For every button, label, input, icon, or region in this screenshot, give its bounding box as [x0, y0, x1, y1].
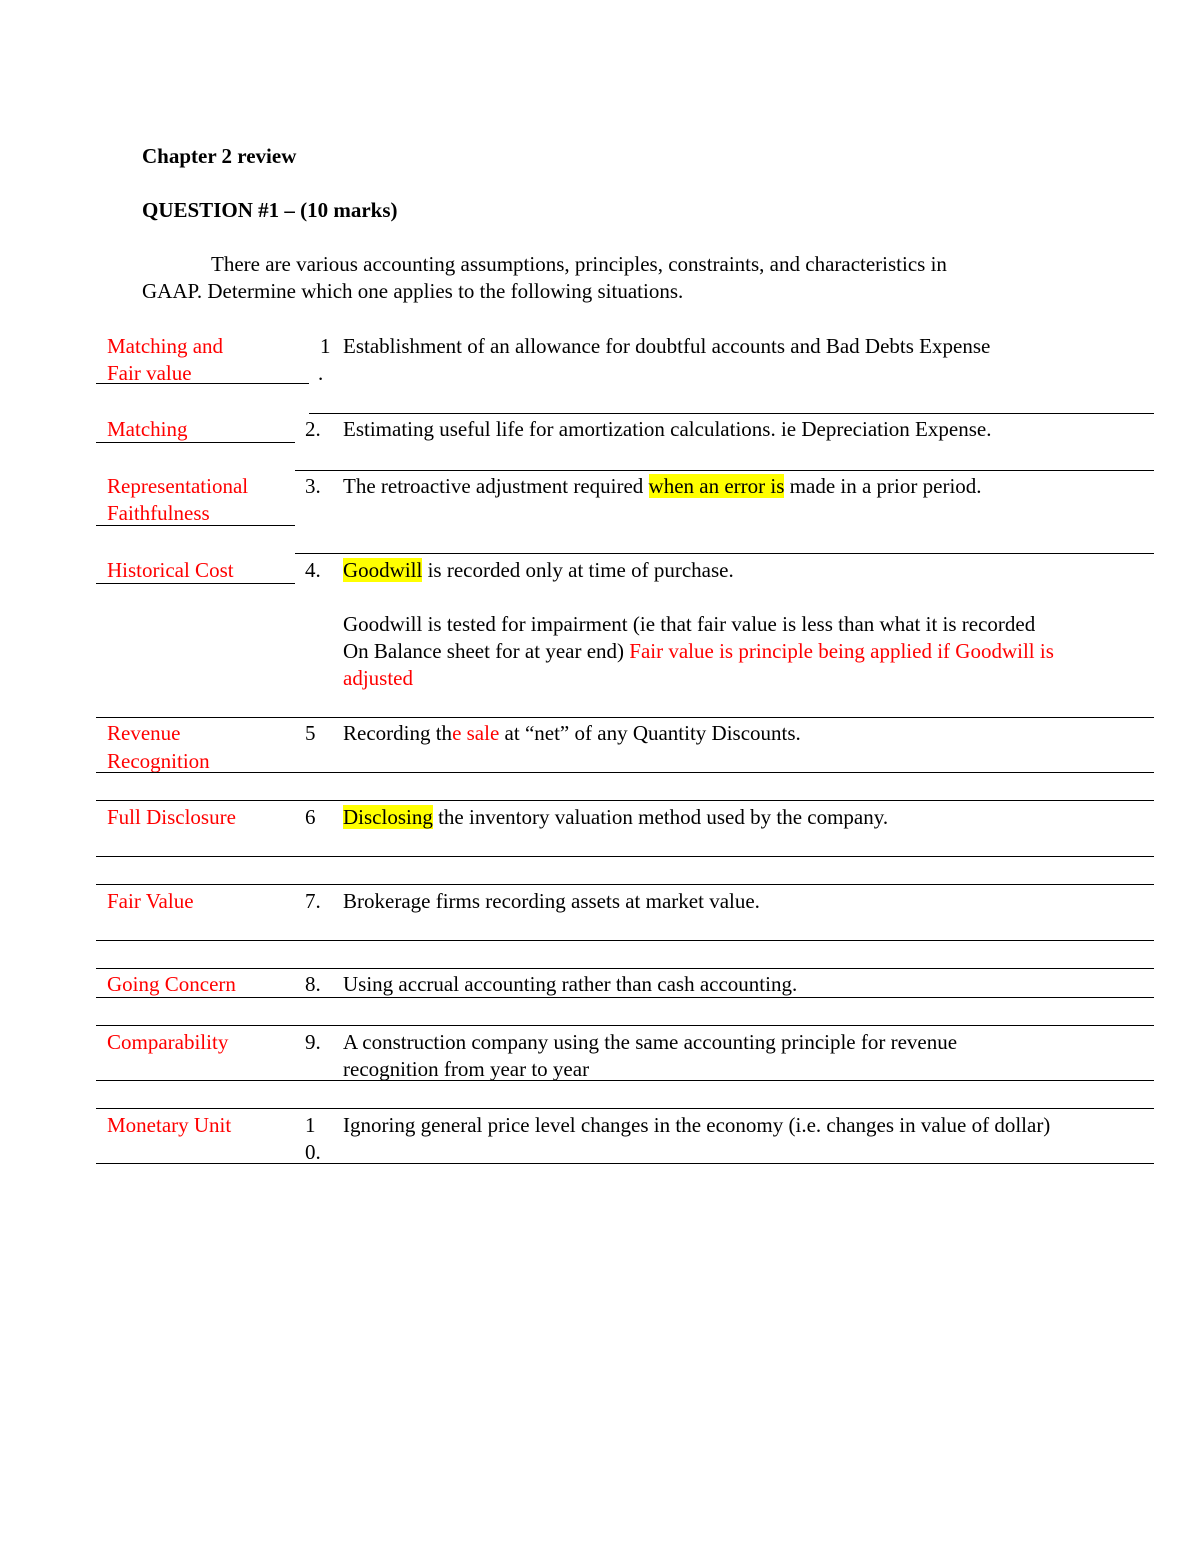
rule-5-bottom — [96, 772, 1154, 773]
item-number-5: 5 — [305, 721, 316, 745]
separator-rule-2 — [295, 470, 1154, 471]
answer-1-line-2: Fair value — [107, 361, 192, 385]
highlight-4: Goodwill — [343, 558, 423, 582]
separator-rule-4 — [96, 717, 1154, 718]
item-text-8: Using accrual accounting rather than cash accounting. — [343, 972, 798, 996]
answer-3-line-2: Faithfulness — [107, 501, 210, 525]
rule-8-bottom — [96, 997, 1154, 998]
answer-rule-1 — [96, 383, 309, 384]
item-text-7: Brokerage firms recording assets at market value. — [343, 889, 760, 913]
rule-9-bottom — [96, 1080, 1154, 1081]
item-text-3: The retroactive adjustment required when an error is made in a prior period. — [343, 474, 982, 498]
intro-line-2: GAAP. Determine which one applies to the following situations. — [142, 279, 684, 303]
item-text-5: Recording the sale at “net” of any Quantity Discounts. — [343, 721, 801, 745]
item-text-9-line-2: recognition from year to year — [343, 1057, 590, 1081]
rule-6-bottom — [96, 856, 1154, 857]
item-number-10-line-1: 1 — [305, 1113, 316, 1137]
item-number-4: 4. — [305, 558, 321, 582]
answer-rule-4 — [96, 583, 295, 584]
answer-1-line-1: Matching and — [107, 334, 224, 358]
item-text-9-line-1: A construction company using the same accounting principle for revenue — [343, 1030, 958, 1054]
answer-10: Monetary Unit — [107, 1113, 232, 1137]
item-text-6: Disclosing the inventory valuation method used by the company. — [343, 805, 889, 829]
goodwill-note-line-1: Goodwill is tested for impairment (ie that fair value is less than what it is recorded — [343, 612, 1036, 636]
rule-7-bottom — [96, 940, 1154, 941]
page-title: Chapter 2 review — [142, 144, 297, 168]
item-number-1: 1 — [320, 334, 331, 358]
item-number-3: 3. — [305, 474, 321, 498]
answer-5-line-2: Recognition — [107, 749, 210, 773]
answer-6: Full Disclosure — [107, 805, 236, 829]
separator-rule-6 — [96, 884, 1154, 885]
answer-8: Going Concern — [107, 972, 236, 996]
item-number-9: 9. — [305, 1030, 321, 1054]
item-number-8: 8. — [305, 972, 321, 996]
goodwill-note-line-3: adjusted — [343, 666, 413, 690]
separator-rule-7 — [96, 968, 1154, 969]
separator-rule-8 — [96, 1025, 1154, 1026]
answer-7: Fair Value — [107, 889, 194, 913]
separator-rule-3 — [295, 553, 1154, 554]
answer-3-line-1: Representational — [107, 474, 249, 498]
item-text-10: Ignoring general price level changes in the economy (i.e. changes in value of dollar) — [343, 1113, 1051, 1137]
goodwill-note-line-2: On Balance sheet for at year end) Fair value is principle being applied if Goodwill is — [343, 639, 1054, 663]
highlight-3: when an error is — [648, 474, 785, 498]
answer-rule-3 — [96, 525, 295, 526]
item-text-1: Establishment of an allowance for doubtful accounts and Bad Debts Expense — [343, 334, 991, 358]
rule-10-bottom — [96, 1163, 1154, 1164]
highlight-6: Disclosing — [343, 805, 433, 829]
answer-4: Historical Cost — [107, 558, 234, 582]
answer-rule-2 — [96, 442, 295, 443]
separator-rule-1 — [309, 413, 1154, 414]
answer-2: Matching — [107, 417, 188, 441]
item-number-10-line-2: 0. — [305, 1140, 321, 1164]
item-text-2: Estimating useful life for amortization calculations. ie Depreciation Expense. — [343, 417, 992, 441]
separator-rule-9 — [96, 1108, 1154, 1109]
item-number-1-dot: . — [318, 361, 324, 385]
answer-9: Comparability — [107, 1030, 229, 1054]
item-text-4: Goodwill is recorded only at time of purchase. — [343, 558, 734, 582]
item-number-6: 6 — [305, 805, 316, 829]
item-number-7: 7. — [305, 889, 321, 913]
intro-line-1: There are various accounting assumptions, principles, constraints, and characteristics in — [211, 252, 947, 276]
answer-5-line-1: Revenue — [107, 721, 181, 745]
question-heading: QUESTION #1 – (10 marks) — [142, 198, 398, 222]
item-number-2: 2. — [305, 417, 321, 441]
separator-rule-5 — [96, 800, 1154, 801]
